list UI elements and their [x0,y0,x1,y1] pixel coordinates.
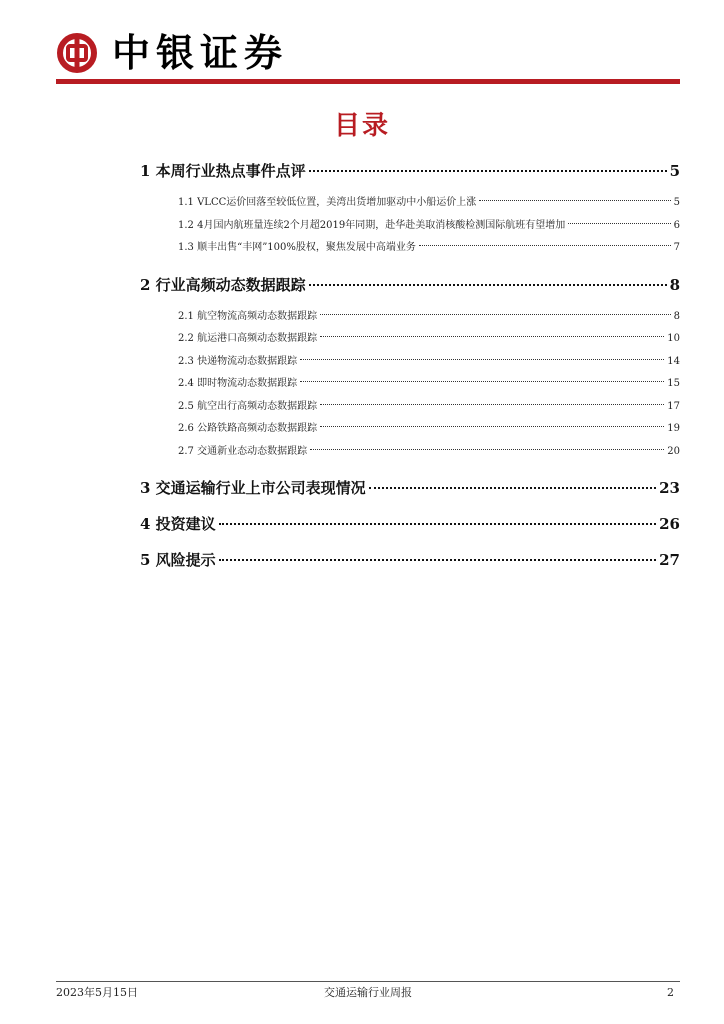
toc-section-2[interactable] [140,274,680,296]
toc-subsection-2-4[interactable] [178,373,680,396]
toc-leader-dots [419,245,671,246]
toc-section-1[interactable] [140,160,680,182]
toc-entry-label: 1 本周行业热点事件点评 [140,162,306,180]
toc-entry-label: 2.4 即时物流动态数据跟踪 [178,378,298,389]
bank-of-china-logo-icon [56,32,98,74]
toc-page-number: 15 [667,378,680,389]
toc-section-5[interactable] [140,549,680,571]
toc-entry-label: 2.2 航运港口高频动态数据跟踪 [178,333,318,344]
toc-page-number: 26 [659,515,680,533]
toc-section-4[interactable] [140,513,680,535]
toc-entry-label: 3 交通运输行业上市公司表现情况 [140,479,366,497]
toc-leader-dots [219,523,656,525]
footer-date: 2023年5月15日 [56,986,138,999]
toc-entry-label: 1.3 顺丰出售“丰网”100%股权，聚焦发展中高端业务 [178,242,416,253]
toc-leader-dots [320,426,664,427]
footer-divider [56,981,680,982]
toc-leader-dots [568,223,670,224]
toc-leader-dots [310,449,664,450]
toc-leader-dots [219,559,656,561]
page-footer [56,985,680,1003]
footer-page-number: 2 [667,986,674,999]
toc-section-3[interactable] [140,477,680,499]
toc-subsection-2-1[interactable] [178,306,680,329]
toc-subsection-2-7[interactable] [178,441,680,464]
toc-subsection-2-6[interactable] [178,418,680,441]
table-of-contents [140,160,680,571]
toc-entry-label: 2 行业高频动态数据跟踪 [140,275,306,294]
toc-subsection-2-5[interactable] [178,396,680,419]
toc-page-number: 6 [673,219,680,231]
toc-subsection-1-2[interactable] [178,215,680,238]
toc-page-number: 10 [667,333,680,344]
toc-entry-label: 2.1 航空物流高频动态数据跟踪 [178,310,318,322]
toc-title: 目录 [333,111,390,141]
page-header [56,26,686,86]
toc-subsection-1-1[interactable] [178,192,680,215]
toc-leader-dots [479,200,670,201]
footer-report-name: 交通运输行业周报 [324,986,412,999]
toc-leader-dots [320,336,664,337]
toc-subsection-1-3[interactable] [178,237,680,260]
toc-subsection-2-2[interactable] [178,328,680,351]
toc-page-number: 27 [659,551,680,569]
toc-page-number: 19 [667,423,680,434]
toc-leader-dots [320,404,664,405]
toc-page-number: 5 [669,162,680,180]
toc-page-number: 8 [669,275,680,294]
toc-entry-label: 4 投资建议 [140,515,216,533]
header-divider [56,79,680,84]
toc-leader-dots [300,381,664,382]
toc-leader-dots [309,284,667,286]
toc-leader-dots [309,170,667,172]
brand-name: 中银证券 [112,30,289,75]
toc-page-number: 7 [673,242,680,253]
toc-page-number: 14 [667,355,680,367]
toc-leader-dots [320,314,671,315]
toc-entry-label: 2.6 公路铁路高频动态数据跟踪 [178,423,318,434]
toc-page-number: 23 [659,479,680,497]
toc-entry-label: 2.5 航空出行高频动态数据跟踪 [178,400,318,412]
toc-leader-dots [369,487,656,489]
toc-leader-dots [300,359,664,360]
toc-entry-label: 2.3 快递物流动态数据跟踪 [178,355,298,367]
toc-entry-label: 2.7 交通新业态动态数据跟踪 [178,445,308,457]
toc-entry-label: 1.2 4月国内航班量连续2个月超2019年同期，赴华赴美取消核酸检测国际航班有望增加 [178,219,566,231]
toc-page-number: 20 [667,445,680,457]
toc-page-number: 5 [673,197,680,208]
toc-page-number: 8 [673,310,680,322]
toc-entry-label: 5 风险提示 [140,551,216,569]
toc-entry-label: 1.1 VLCC运价回落至较低位置，美湾出货增加驱动中小船运价上涨 [178,197,477,208]
toc-subsection-2-3[interactable] [178,351,680,374]
toc-page-number: 17 [667,400,680,412]
